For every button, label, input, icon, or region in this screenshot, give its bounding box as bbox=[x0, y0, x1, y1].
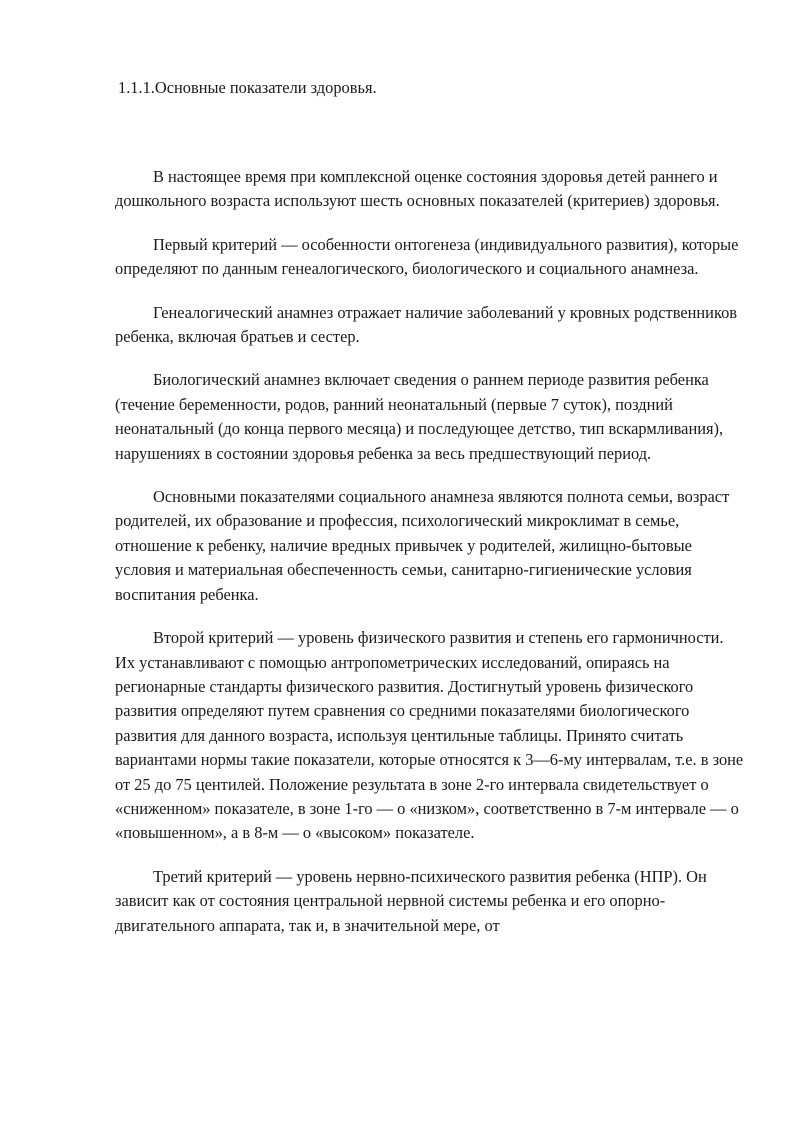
document-body bbox=[115, 165, 745, 957]
paragraph-social: Основными показателями социального анамнеза являются полнота семьи, возраст родителей, их образование и профессия, психологический микроклимат в семье, отношение к ребенку, наличие вредных привычек у родителей, жилищно-бытовые условия и материальная обеспеченность семьи, санитарно-гигиенические условия воспитания ребенка. bbox=[115, 487, 730, 604]
section-heading: 1.1.1.Основные показатели здоровья. bbox=[118, 78, 377, 97]
paragraph-criterion-3: Третий критерий — уровень нервно-психического развития ребенка (НПР). Он зависит как от состояния центральной нервной системы ребенка и его опорно-двигательного аппарата, так и, в значительной мере, от bbox=[115, 866, 707, 935]
paragraph-intro: В настоящее время при комплексной оценке состояния здоровья детей раннего и дошкольного возраста используют шесть основных показателей (критериев) здоровья. bbox=[115, 167, 720, 211]
paragraph-criterion-1: Первый критерий — особенности онтогенеза (индивидуального развития), которые определяют по данным генеалогического, биологического и социального анамнеза. bbox=[115, 234, 739, 279]
paragraph-criterion-2: Второй критерий — уровень физического развития и степень его гармоничности. Их устанавливают с помощью антропометрических исследований, опираясь на регионарные стандарты физического развития. Достигнутый уровень физического развития определяют путем сравнения со средними показателями биологического развития для данного возраста, используя центильные таблицы. Принято считать вариантами нормы такие показатели, которые относятся к 3—6-му интервалам, т.е. в зоне от 25 до 75 центилей. Положение результата в зоне 2-го интервала свидетельствует о «сниженном» показателе, в зоне 1-го — о «низком», соответственно в 7-м интервале — о «повышенном», а в 8-м — о «высоком» показателе. bbox=[115, 628, 744, 843]
paragraph-genealogical: Генеалогический анамнез отражает наличие заболеваний у кровных родственников ребенка, включая братьев и сестер. bbox=[115, 302, 738, 347]
paragraph-biological: Биологический анамнез включает сведения о раннем периоде развития ребенка (течение беременности, родов, ранний неонатальный (первые 7 суток), поздний неонатальный (до конца первого месяца) и последующее детство, тип вскармливания), нарушениях в состоянии здоровья ребенка за весь предшествующий период. bbox=[115, 370, 724, 463]
